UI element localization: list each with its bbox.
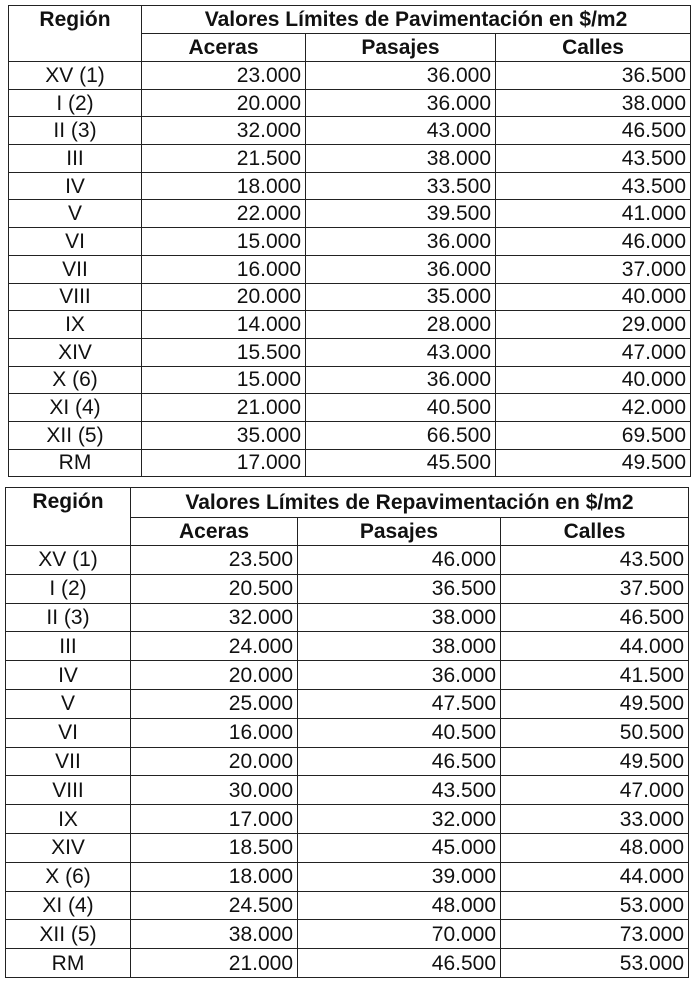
- pasajes-cell: 46.500: [298, 747, 501, 776]
- table-row: [9, 200, 691, 228]
- aceras-cell: 21.000: [131, 949, 298, 978]
- region-cell: VII: [6, 747, 131, 776]
- region-cell: VI: [6, 718, 131, 747]
- aceras-cell: 20.000: [142, 283, 306, 311]
- calles-cell: 29.000: [496, 311, 691, 339]
- table-row: [6, 603, 689, 632]
- pasajes-cell: 70.000: [298, 920, 501, 949]
- pasajes-cell: 36.000: [306, 89, 496, 117]
- table-row: [9, 311, 691, 339]
- region-cell: X (6): [9, 366, 142, 394]
- calles-cell: 44.000: [501, 632, 689, 661]
- calles-cell: 73.000: [501, 920, 689, 949]
- pasajes-cell: 35.000: [306, 283, 496, 311]
- region-cell: II (3): [6, 603, 131, 632]
- table-row: [6, 747, 689, 776]
- pasajes-cell: 48.000: [298, 891, 501, 920]
- table-row: [6, 689, 689, 718]
- aceras-cell: 32.000: [131, 603, 298, 632]
- region-cell: XIV: [6, 833, 131, 862]
- column-header-aceras: Aceras: [131, 518, 298, 546]
- pasajes-cell: 66.500: [306, 421, 496, 449]
- calles-cell: 47.000: [496, 338, 691, 366]
- calles-cell: 43.500: [496, 172, 691, 200]
- calles-cell: 49.500: [501, 747, 689, 776]
- calles-cell: 41.500: [501, 661, 689, 690]
- pasajes-cell: 36.500: [298, 574, 501, 603]
- region-cell: I (2): [6, 574, 131, 603]
- aceras-cell: 24.000: [131, 632, 298, 661]
- aceras-cell: 20.000: [131, 747, 298, 776]
- table-row: [9, 89, 691, 117]
- calles-cell: 50.500: [501, 718, 689, 747]
- calles-cell: 53.000: [501, 891, 689, 920]
- aceras-cell: 16.000: [142, 255, 306, 283]
- calles-cell: 43.500: [501, 546, 689, 575]
- aceras-cell: 15.000: [142, 228, 306, 256]
- calles-cell: 46.500: [501, 603, 689, 632]
- pasajes-cell: 32.000: [298, 805, 501, 834]
- aceras-cell: 17.000: [142, 449, 306, 477]
- pasajes-cell: 36.000: [306, 366, 496, 394]
- calles-cell: 49.500: [496, 449, 691, 477]
- pasajes-cell: 45.500: [306, 449, 496, 477]
- table-row: [9, 255, 691, 283]
- table-row: [9, 172, 691, 200]
- region-cell: XV (1): [6, 546, 131, 575]
- aceras-cell: 21.500: [142, 145, 306, 173]
- pasajes-cell: 36.000: [298, 661, 501, 690]
- aceras-cell: 15.500: [142, 338, 306, 366]
- aceras-cell: 18.500: [131, 833, 298, 862]
- table-row: [6, 805, 689, 834]
- aceras-cell: 20.500: [131, 574, 298, 603]
- region-cell: XV (1): [9, 62, 142, 90]
- calles-cell: 48.000: [501, 833, 689, 862]
- calles-cell: 40.000: [496, 366, 691, 394]
- aceras-cell: 35.000: [142, 421, 306, 449]
- calles-cell: 38.000: [496, 89, 691, 117]
- region-cell: VII: [9, 255, 142, 283]
- table-row: [6, 833, 689, 862]
- pasajes-cell: 45.000: [298, 833, 501, 862]
- pasajes-cell: 38.000: [298, 603, 501, 632]
- pasajes-cell: 47.500: [298, 689, 501, 718]
- region-cell: IX: [6, 805, 131, 834]
- table-row: [9, 394, 691, 422]
- aceras-cell: 14.000: [142, 311, 306, 339]
- table-title: Valores Límites de Pavimentación en $/m2: [142, 6, 691, 34]
- calles-cell: 53.000: [501, 949, 689, 978]
- table-row: [6, 546, 689, 575]
- pasajes-cell: 40.500: [298, 718, 501, 747]
- pasajes-cell: 36.000: [306, 228, 496, 256]
- aceras-cell: 21.000: [142, 394, 306, 422]
- region-cell: V: [6, 689, 131, 718]
- aceras-cell: 38.000: [131, 920, 298, 949]
- region-cell: I (2): [9, 89, 142, 117]
- calles-cell: 44.000: [501, 862, 689, 891]
- column-header-aceras: Aceras: [142, 34, 306, 62]
- table-row: [9, 117, 691, 145]
- aceras-cell: 15.000: [142, 366, 306, 394]
- pasajes-cell: 33.500: [306, 172, 496, 200]
- pasajes-cell: 40.500: [306, 394, 496, 422]
- pasajes-cell: 46.000: [298, 546, 501, 575]
- table-row: [9, 449, 691, 477]
- pasajes-cell: 43.000: [306, 338, 496, 366]
- pasajes-cell: 36.000: [306, 62, 496, 90]
- pasajes-cell: 38.000: [306, 145, 496, 173]
- table-row: [6, 891, 689, 920]
- region-cell: X (6): [6, 862, 131, 891]
- aceras-cell: 20.000: [142, 89, 306, 117]
- table-row: [9, 62, 691, 90]
- region-cell: IV: [6, 661, 131, 690]
- pasajes-cell: 39.000: [298, 862, 501, 891]
- column-header-calles: Calles: [496, 34, 691, 62]
- calles-cell: 46.500: [496, 117, 691, 145]
- region-cell: IV: [9, 172, 142, 200]
- aceras-cell: 32.000: [142, 117, 306, 145]
- aceras-cell: 23.500: [131, 546, 298, 575]
- aceras-cell: 17.000: [131, 805, 298, 834]
- calles-cell: 41.000: [496, 200, 691, 228]
- calles-cell: 40.000: [496, 283, 691, 311]
- table-title: Valores Límites de Repavimentación en $/m2: [131, 488, 689, 518]
- table-row: [6, 661, 689, 690]
- calles-cell: 36.500: [496, 62, 691, 90]
- pasajes-cell: 43.000: [306, 117, 496, 145]
- aceras-cell: 22.000: [142, 200, 306, 228]
- calles-cell: 43.500: [496, 145, 691, 173]
- region-cell: VIII: [6, 776, 131, 805]
- region-cell: XI (4): [6, 891, 131, 920]
- table-row: [9, 145, 691, 173]
- pasajes-cell: 28.000: [306, 311, 496, 339]
- aceras-cell: 18.000: [131, 862, 298, 891]
- region-cell: XII (5): [6, 920, 131, 949]
- table-row: [9, 338, 691, 366]
- region-cell: III: [9, 145, 142, 173]
- table-row: [6, 949, 689, 978]
- region-cell: XIV: [9, 338, 142, 366]
- aceras-cell: 24.500: [131, 891, 298, 920]
- region-cell: XI (4): [9, 394, 142, 422]
- pasajes-cell: 39.500: [306, 200, 496, 228]
- table-row: [9, 421, 691, 449]
- table-row: [9, 283, 691, 311]
- aceras-cell: 16.000: [131, 718, 298, 747]
- aceras-cell: 23.000: [142, 62, 306, 90]
- calles-cell: 49.500: [501, 689, 689, 718]
- pasajes-cell: 43.500: [298, 776, 501, 805]
- region-cell: VI: [9, 228, 142, 256]
- calles-cell: 37.000: [496, 255, 691, 283]
- calles-cell: 37.500: [501, 574, 689, 603]
- aceras-cell: 18.000: [142, 172, 306, 200]
- region-cell: XII (5): [9, 421, 142, 449]
- calles-cell: 69.500: [496, 421, 691, 449]
- pasajes-cell: 36.000: [306, 255, 496, 283]
- region-header: Región: [6, 488, 131, 546]
- aceras-cell: 20.000: [131, 661, 298, 690]
- table-row: [6, 718, 689, 747]
- region-cell: RM: [6, 949, 131, 978]
- aceras-cell: 25.000: [131, 689, 298, 718]
- pasajes-cell: 46.500: [298, 949, 501, 978]
- region-cell: II (3): [9, 117, 142, 145]
- pasajes-cell: 38.000: [298, 632, 501, 661]
- region-cell: RM: [9, 449, 142, 477]
- region-cell: III: [6, 632, 131, 661]
- calles-cell: 46.000: [496, 228, 691, 256]
- calles-cell: 33.000: [501, 805, 689, 834]
- paving-limits-table: [8, 5, 691, 477]
- calles-cell: 47.000: [501, 776, 689, 805]
- calles-cell: 42.000: [496, 394, 691, 422]
- table-row: [6, 776, 689, 805]
- region-header: Región: [9, 6, 142, 62]
- table-row: [6, 920, 689, 949]
- region-cell: IX: [9, 311, 142, 339]
- column-header-calles: Calles: [501, 518, 689, 546]
- table-row: [9, 366, 691, 394]
- column-header-pasajes: Pasajes: [306, 34, 496, 62]
- region-cell: V: [9, 200, 142, 228]
- table-row: [9, 228, 691, 256]
- aceras-cell: 30.000: [131, 776, 298, 805]
- column-header-pasajes: Pasajes: [298, 518, 501, 546]
- repaving-limits-table: [5, 487, 689, 978]
- table-row: [6, 862, 689, 891]
- region-cell: VIII: [9, 283, 142, 311]
- table-row: [6, 574, 689, 603]
- table-row: [6, 632, 689, 661]
